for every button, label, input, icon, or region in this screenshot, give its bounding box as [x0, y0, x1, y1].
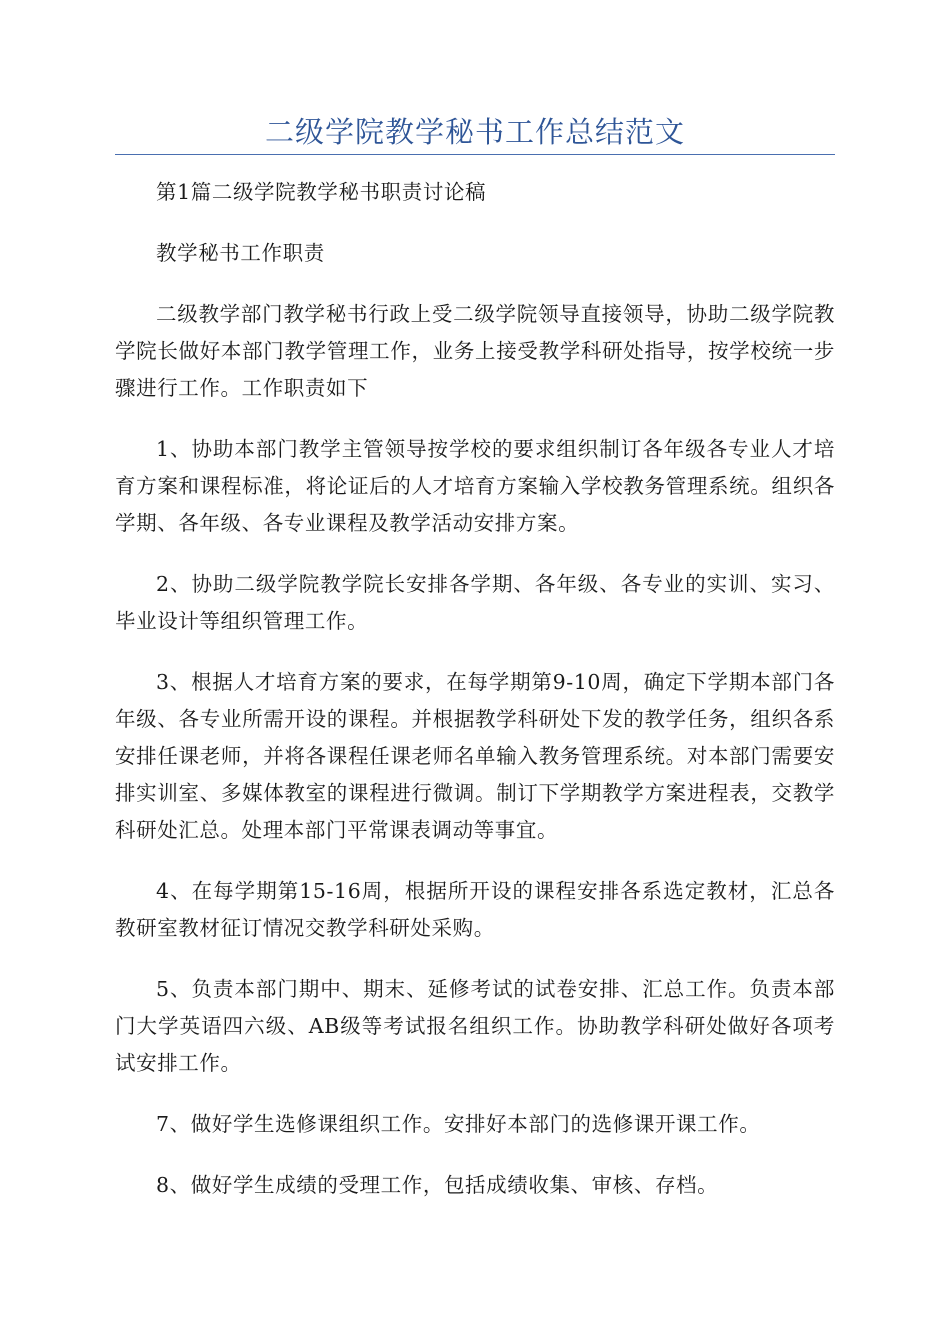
paragraph-subheading: 教学秘书工作职责: [156, 241, 325, 265]
paragraph-duty-4: 4、在每学期第15-16周，根据所开设的课程安排各系选定教材，汇总各教研室教材征订情况交教学科研处采购。: [115, 879, 835, 940]
paragraph-duty-2: 2、协助二级学院教学院长安排各学期、各年级、各专业的实训、实习、毕业设计等组织管理工作。: [115, 572, 835, 633]
paragraph-duty-8: 8、做好学生成绩的受理工作，包括成绩收集、审核、存档。: [156, 1173, 719, 1197]
document-body: [115, 174, 835, 1228]
paragraph-section-heading: 第1篇二级学院教学秘书职责讨论稿: [156, 180, 487, 204]
title-underline: [115, 154, 835, 155]
paragraph-intro: 二级教学部门教学秘书行政上受二级学院领导直接领导，协助二级学院教学院长做好本部门教学管理工作，业务上接受教学科研处指导，按学校统一步骤进行工作。工作职责如下: [115, 302, 835, 400]
document-title: 二级学院教学秘书工作总结范文: [264, 115, 685, 149]
paragraph-duty-5: 5、负责本部门期中、期末、延修考试的试卷安排、汇总工作。负责本部门大学英语四六级、AB级等考试报名组织工作。协助教学科研处做好各项考试安排工作。: [115, 977, 835, 1075]
paragraph-duty-1: 1、协助本部门教学主管领导按学校的要求组织制订各年级各专业人才培育方案和课程标准，将论证后的人才培育方案输入学校教务管理系统。组织各学期、各年级、各专业课程及教学活动安排方案。: [115, 437, 835, 535]
paragraph-duty-7: 7、做好学生选修课组织工作。安排好本部门的选修课开课工作。: [156, 1112, 761, 1136]
paragraph-duty-3: 3、根据人才培育方案的要求，在每学期第9-10周，确定下学期本部门各年级、各专业所需开设的课程。并根据教学科研处下发的教学任务，组织各系安排任课老师，并将各课程任课老师名单输入教务管理系统。对本部门需要安排实训室、多媒体教室的课程进行微调。制订下学期教学方案进程表，交教学科研处汇总。处理本部门平常课表调动等事宜。: [115, 670, 835, 842]
